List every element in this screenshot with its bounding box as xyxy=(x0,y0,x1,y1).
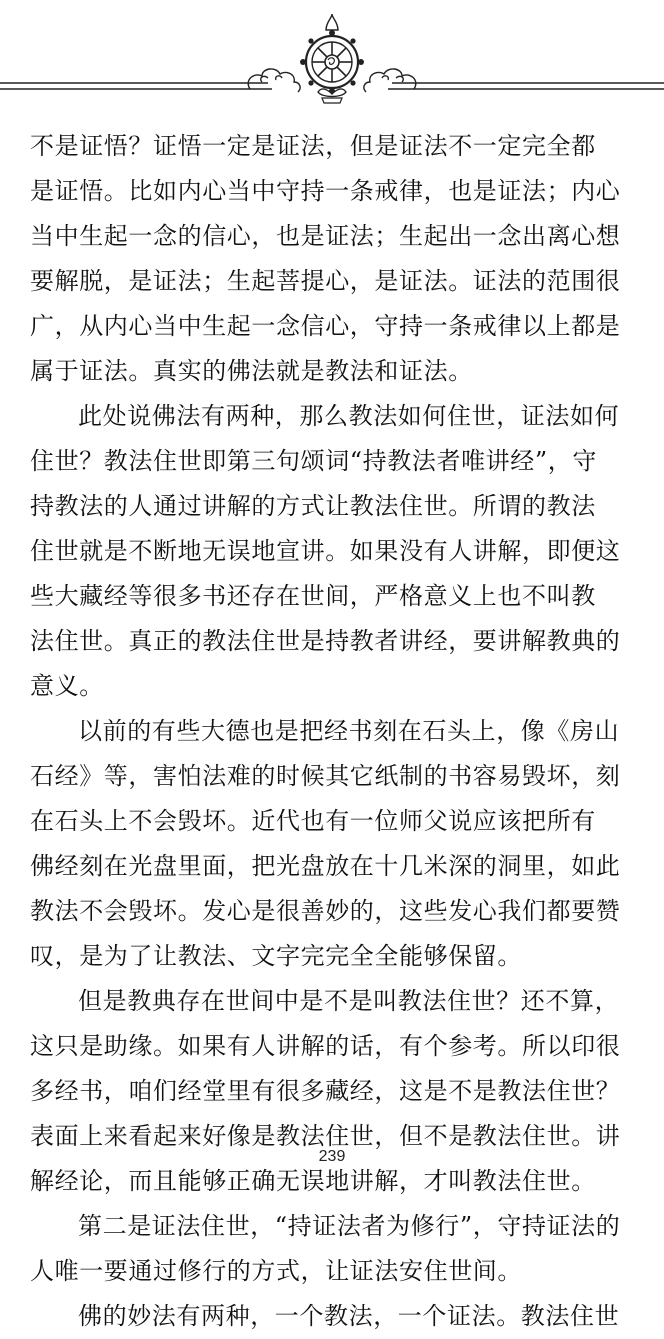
text-line: 表面上来看起来好像是教法住世，但不是教法住世。讲 xyxy=(30,1122,621,1150)
paragraph-first-line: 第二是证法住世，“持证法者为修行”，守持证法的 xyxy=(78,1212,621,1240)
page-header xyxy=(0,0,664,110)
text-line: 这只是助缘。如果有人讲解的话，有个参考。所以印很 xyxy=(30,1032,621,1060)
text-line: 住世就是不断地无误地宣讲。如果没有人讲解，即便这 xyxy=(30,537,621,565)
text-line: 叹，是为了让教法、文字完完全全能够保留。 xyxy=(30,942,522,970)
text-line: 解经论，而且能够正确无误地讲解，才叫教法住世。 xyxy=(30,1167,596,1195)
paragraph-first-line: 佛的妙法有两种，一个教法，一个证法。教法住世 xyxy=(78,1302,620,1330)
text-line: 住世？教法住世即第三句颂词“持教法者唯讲经”，守 xyxy=(30,447,597,475)
text-line: 多经书，咱们经堂里有很多藏经，这是不是教法住世？ xyxy=(30,1077,621,1105)
text-line: 不是证悟？证悟一定是证法，但是证法不一定完全都 xyxy=(30,132,596,160)
text-line: 石经》等，害怕法难的时候其它纸制的书容易毁坏，刻 xyxy=(30,762,621,790)
text-line: 法住世。真正的教法住世是持教者讲经，要讲解教典的 xyxy=(30,627,621,655)
text-line: 在石头上不会毁坏。近代也有一位师父说应该把所有 xyxy=(30,807,596,835)
text-line: 属于证法。真实的佛法就是教法和证法。 xyxy=(30,357,473,385)
text-line: 当中生起一念的信心，也是证法；生起出一念出离心想 xyxy=(30,222,621,250)
text-line: 人唯一要通过修行的方式，让证法安住世间。 xyxy=(30,1257,522,1285)
paragraph-first-line: 以前的有些大德也是把经书刻在石头上，像《房山 xyxy=(78,717,620,745)
text-line: 教法不会毁坏。发心是很善妙的，这些发心我们都要赞 xyxy=(30,897,621,925)
text-line: 是证悟。比如内心当中守持一条戒律，也是证法；内心 xyxy=(30,177,621,205)
dharma-wheel-icon xyxy=(300,14,364,103)
text-line: 些大藏经等很多书还存在世间，严格意义上也不叫教 xyxy=(30,582,596,610)
header-ornament xyxy=(0,0,664,110)
paragraph-first-line: 但是教典存在世间中是不是叫教法住世？还不算， xyxy=(78,987,620,1015)
text-line: 要解脱，是证法；生起菩提心，是证法。证法的范围很 xyxy=(30,267,621,295)
paragraph-first-line: 此处说佛法有两种，那么教法如何住世，证法如何 xyxy=(78,402,620,430)
text-line: 意义。 xyxy=(30,672,104,700)
page-number: 239 xyxy=(318,1148,346,1165)
text-line: 持教法的人通过讲解的方式让教法住世。所谓的教法 xyxy=(30,492,596,520)
text-line: 佛经刻在光盘里面，把光盘放在十几米深的洞里，如此 xyxy=(30,852,621,880)
text-line: 广，从内心当中生起一念信心，守持一条戒律以上都是 xyxy=(30,312,621,340)
